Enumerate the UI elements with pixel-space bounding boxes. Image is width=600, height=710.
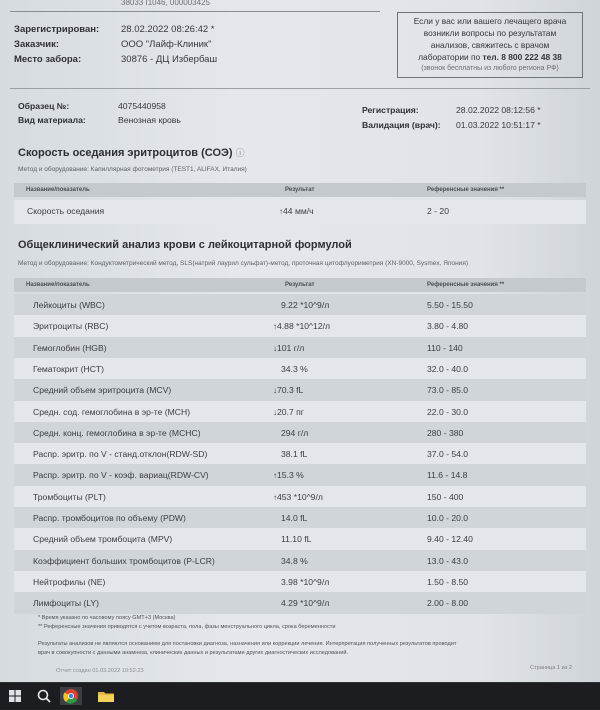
notice-line-3: анализов, свяжитесь с врачом bbox=[430, 40, 550, 50]
notice-small: (звонок бесплатны из любого региона РФ) bbox=[421, 65, 559, 72]
row-result-value: 15.3 % bbox=[277, 470, 304, 481]
row-result bbox=[281, 428, 308, 438]
row-flag: ↓ bbox=[273, 343, 277, 353]
row-ref: 37.0 - 54.0 bbox=[427, 449, 469, 460]
cbc-section-title: Общеклинический анализ крови с лейкоцитарной формулой bbox=[18, 239, 352, 251]
esr-col-name: Название/показатель bbox=[26, 187, 90, 193]
table-row bbox=[14, 550, 586, 572]
place-row bbox=[0, 54, 380, 66]
table-row bbox=[14, 592, 586, 614]
row-result bbox=[273, 407, 304, 417]
row-result bbox=[273, 321, 330, 331]
row-ref: 280 - 380 bbox=[427, 427, 464, 438]
row-name: Лейкоциты (WBC) bbox=[33, 300, 105, 310]
sample-value: 4075440958 bbox=[118, 101, 166, 111]
row-result-value: 34.3 % bbox=[281, 363, 308, 374]
table-row bbox=[14, 379, 586, 401]
footnote-2: ** Референсные значения приводятся с учетом возраста, пола, фазы менструального цикла, срока беременности bbox=[38, 624, 336, 630]
row-result-value: 20.7 пг bbox=[277, 406, 304, 417]
esr-col-ref: Референсные значения ** bbox=[427, 187, 505, 193]
row-name: Коэффициент больших тромбоцитов (P-LCR) bbox=[33, 555, 215, 566]
row-result-value: 4.88 *10^12/л bbox=[277, 321, 331, 332]
registration-row bbox=[0, 105, 600, 117]
row-name: Средний объем эритроцита (MCV) bbox=[33, 385, 172, 396]
notice-line-4 bbox=[398, 51, 582, 63]
registration-value: 28.02.2022 08:12:56 * bbox=[456, 105, 541, 115]
row-result bbox=[273, 492, 323, 502]
esr-result-value: 44 мм/ч bbox=[283, 206, 314, 216]
file-explorer-icon[interactable] bbox=[96, 687, 116, 705]
esr-method: Метод и оборудование: Капиллярная фотометрия (TEST1, ALIFAX, Италия) bbox=[18, 166, 247, 173]
notice-line-1: Если у вас или вашего лечащего врача bbox=[413, 16, 567, 26]
table-row bbox=[14, 528, 586, 550]
registered-value: 28.02.2022 08:26:42 * bbox=[121, 24, 215, 35]
table-row bbox=[14, 443, 586, 465]
row-ref: 150 - 400 bbox=[427, 491, 464, 502]
sample-label: Образец №: bbox=[18, 101, 70, 111]
material-value: Венозная кровь bbox=[118, 115, 181, 125]
esr-row-ref: 2 - 20 bbox=[427, 206, 449, 216]
row-ref: 5.50 - 15.50 bbox=[427, 300, 473, 310]
row-name: Тромбоциты (PLT) bbox=[33, 491, 106, 502]
row-name: Эритроциты (RBC) bbox=[33, 321, 109, 332]
validation-row bbox=[0, 120, 600, 132]
row-name: Распр. эритр. по V - коэф. вариац(RDW-CV) bbox=[33, 470, 209, 481]
row-name: Гематокрит (HCT) bbox=[33, 363, 105, 374]
row-result bbox=[281, 449, 307, 459]
header-partial-row bbox=[0, 0, 380, 10]
info-icon[interactable]: ⓘ bbox=[235, 148, 245, 158]
client-row bbox=[0, 39, 380, 51]
row-result bbox=[281, 556, 308, 566]
row-name: Лимфоциты (LY) bbox=[33, 598, 100, 609]
table-row bbox=[14, 337, 586, 359]
esr-col-result: Результат bbox=[285, 187, 315, 193]
row-ref: 1.50 - 8.50 bbox=[427, 576, 469, 587]
row-name: Средн. сод. гемоглобина в эр-те (MCH) bbox=[33, 406, 191, 417]
row-result-value: 34.8 % bbox=[281, 555, 308, 566]
row-result bbox=[281, 534, 311, 544]
search-icon[interactable] bbox=[35, 687, 53, 705]
row-result bbox=[273, 470, 304, 480]
row-result-value: 11.10 fL bbox=[281, 534, 312, 545]
table-row bbox=[14, 571, 586, 593]
row-ref: 73.0 - 85.0 bbox=[427, 385, 469, 396]
row-result bbox=[281, 364, 308, 374]
header-partial-text: 38033 I1046, 000003425 bbox=[121, 0, 210, 7]
cbc-col-ref: Референсные значения ** bbox=[427, 282, 505, 288]
row-result bbox=[281, 577, 329, 587]
esr-row-name: Скорость оседания bbox=[27, 206, 105, 216]
esr-row-result bbox=[279, 206, 314, 216]
notice-line-2: возникли вопросы по результатам bbox=[423, 28, 557, 38]
row-ref: 3.80 - 4.80 bbox=[427, 321, 469, 332]
footnote-4: врач в совокупности с данными анамнеза, клинических данных и результатами других диагностических исследований. bbox=[38, 650, 349, 656]
place-value: 30876 - ДЦ Избербаш bbox=[121, 54, 218, 65]
row-ref: 10.0 - 20.0 bbox=[427, 513, 469, 523]
registration-label: Регистрация: bbox=[362, 105, 419, 115]
row-name: Распр. эритр. по V - станд.отклон(RDW-SD) bbox=[33, 449, 208, 460]
table-row bbox=[14, 464, 586, 486]
esr-row bbox=[14, 200, 586, 224]
esr-title-text: Скорость оседания эритроцитов (СОЭ) bbox=[18, 147, 233, 159]
registered-label: Зарегистрирован: bbox=[14, 24, 100, 35]
row-ref: 32.0 - 40.0 bbox=[427, 363, 469, 374]
row-result-value: 3.98 *10^9/л bbox=[281, 576, 330, 587]
row-ref: 2.00 - 8.00 bbox=[427, 598, 469, 609]
row-result-value: 294 г/л bbox=[281, 427, 309, 438]
row-name: Средн. конц. гемоглобина в эр-те (MCHC) bbox=[33, 427, 201, 438]
footnote-1: * Время указано по часовому поясу GMT+3 (Москва) bbox=[38, 615, 176, 621]
row-ref: 110 - 140 bbox=[427, 342, 463, 353]
row-result-value: 70.3 fL bbox=[277, 385, 304, 396]
windows-start-icon[interactable] bbox=[6, 687, 24, 705]
row-result bbox=[281, 598, 329, 608]
row-ref: 11.6 - 14.8 bbox=[427, 470, 468, 481]
validation-label: Валидация (врач): bbox=[362, 120, 441, 130]
row-flag: ↑ bbox=[273, 471, 277, 481]
row-result-value: 453 *10^9/л bbox=[277, 491, 323, 502]
page-number: Страница 1 из 2 bbox=[530, 665, 572, 671]
notice-line-4-prefix: лаборатории по bbox=[418, 52, 483, 62]
row-result bbox=[273, 385, 303, 395]
esr-flag: ↑ bbox=[279, 207, 283, 216]
cbc-method: Метод и оборудование: Кондуктометрический метод, SLS(натрий лаурил сульфат)-метод, проточная цитофлуориметрия (XN-9000, Sysmex, Япония) bbox=[18, 260, 468, 267]
cbc-col-result: Результат bbox=[285, 282, 315, 288]
table-row bbox=[14, 401, 586, 423]
row-result-value: 9.22 *10^9/л bbox=[281, 300, 330, 310]
row-flag: ↓ bbox=[273, 407, 277, 417]
table-row bbox=[14, 486, 586, 508]
printed-note: Отчет создан 01.03.2022 10:52:23 bbox=[56, 668, 144, 674]
table-row bbox=[14, 294, 586, 316]
validation-value: 01.03.2022 10:51:17 * bbox=[456, 120, 541, 130]
client-label: Заказчик: bbox=[14, 39, 60, 50]
row-name: Средний объем тромбоцита (MPV) bbox=[33, 534, 173, 545]
row-result bbox=[281, 300, 329, 310]
row-flag: ↓ bbox=[273, 386, 277, 396]
row-name: Распр. тромбоцитов по объему (PDW) bbox=[33, 513, 186, 523]
esr-table-header bbox=[14, 183, 586, 197]
row-flag: ↑ bbox=[273, 492, 277, 502]
row-result-value: 14.0 fL bbox=[281, 513, 308, 523]
cbc-col-name: Название/показатель bbox=[26, 282, 90, 288]
contact-notice-box bbox=[397, 12, 583, 78]
header-divider bbox=[10, 11, 380, 12]
row-result bbox=[273, 343, 304, 353]
section-divider bbox=[10, 88, 590, 89]
registered-row bbox=[0, 24, 380, 36]
esr-section-title bbox=[18, 146, 245, 159]
footnote-3: Результаты анализов не являются основанием для постановки диагноза, назначения или коррекции лечения. Интерпретация полученных результатов проводит bbox=[38, 641, 457, 647]
chrome-icon[interactable] bbox=[60, 687, 82, 705]
table-row bbox=[14, 507, 586, 529]
row-ref: 22.0 - 30.0 bbox=[427, 406, 469, 417]
client-value: ООО "Лайф-Клиник" bbox=[121, 39, 212, 50]
row-name: Гемоглобин (HGB) bbox=[33, 342, 107, 353]
row-result bbox=[281, 513, 307, 523]
row-ref: 13.0 - 43.0 bbox=[427, 555, 469, 566]
place-label: Место забора: bbox=[14, 54, 82, 65]
row-result-value: 38.1 fL bbox=[281, 449, 308, 460]
table-row bbox=[14, 358, 586, 380]
notice-phone: тел. 8 800 222 48 38 bbox=[482, 52, 562, 62]
taskbar bbox=[0, 682, 600, 709]
row-name: Нейтрофилы (NE) bbox=[33, 576, 106, 587]
material-label: Вид материала: bbox=[18, 115, 86, 125]
cbc-table-header bbox=[14, 278, 586, 292]
table-row bbox=[14, 422, 586, 444]
row-flag: ↑ bbox=[273, 322, 277, 332]
row-result-value: 101 г/л bbox=[277, 342, 305, 353]
row-result-value: 4.29 *10^9/л bbox=[281, 598, 330, 609]
table-row bbox=[14, 315, 586, 337]
row-ref: 9.40 - 12.40 bbox=[427, 534, 473, 545]
